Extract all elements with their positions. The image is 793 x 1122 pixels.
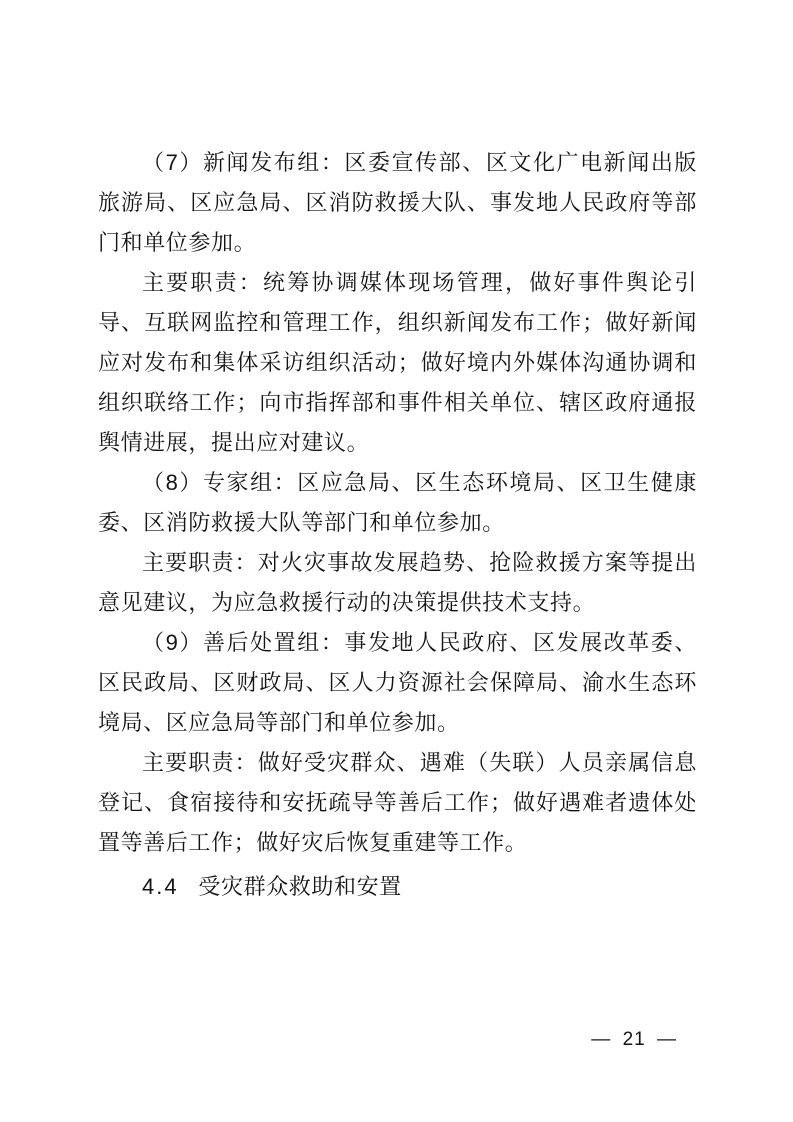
paragraph-expert-group-duties: 主要职责：对火灾事故发展趋势、抢险救援方案等提出意见建议，为应急救援行动的决策提供技术支持。 (98, 550, 697, 615)
section-number: 4.4 (142, 874, 179, 899)
page-footer (591, 1029, 677, 1051)
section-heading (98, 867, 697, 907)
paragraph-expert-group: （8）专家组：区应急局、区生态环境局、区卫生健康委、区消防救援大队等部门和单位参加。 (98, 470, 697, 535)
paragraph-news-release-duties: 主要职责：统筹协调媒体现场管理，做好事件舆论引导、互联网监控和管理工作，组织新闻发布工作；做好新闻应对发布和集体采访组织活动；做好境内外媒体沟通协调和组织联络工作；向市指挥部和事件相关单位、辖区政府通报舆情进展，提出应对建议。 (98, 270, 697, 455)
page-content (98, 143, 697, 907)
paragraph-aftermath-group-duties: 主要职责：做好受灾群众、遇难（失联）人员亲属信息登记、食宿接待和安抚疏导等善后工作；做好遇难者遗体处置等善后工作；做好灾后恢复重建等工作。 (98, 750, 697, 855)
paragraph-news-release-group: （7）新闻发布组：区委宣传部、区文化广电新闻出版旅游局、区应急局、区消防救援大队、事发地人民政府等部门和单位参加。 (98, 150, 697, 255)
page-number: — 21 — (591, 1029, 677, 1050)
paragraph-aftermath-group: （9）善后处置组：事发地人民政府、区发展改革委、区民政局、区财政局、区人力资源社会保障局、渝水生态环境局、区应急局等部门和单位参加。 (98, 630, 697, 735)
section-title: 受灾群众救助和安置 (198, 874, 402, 899)
